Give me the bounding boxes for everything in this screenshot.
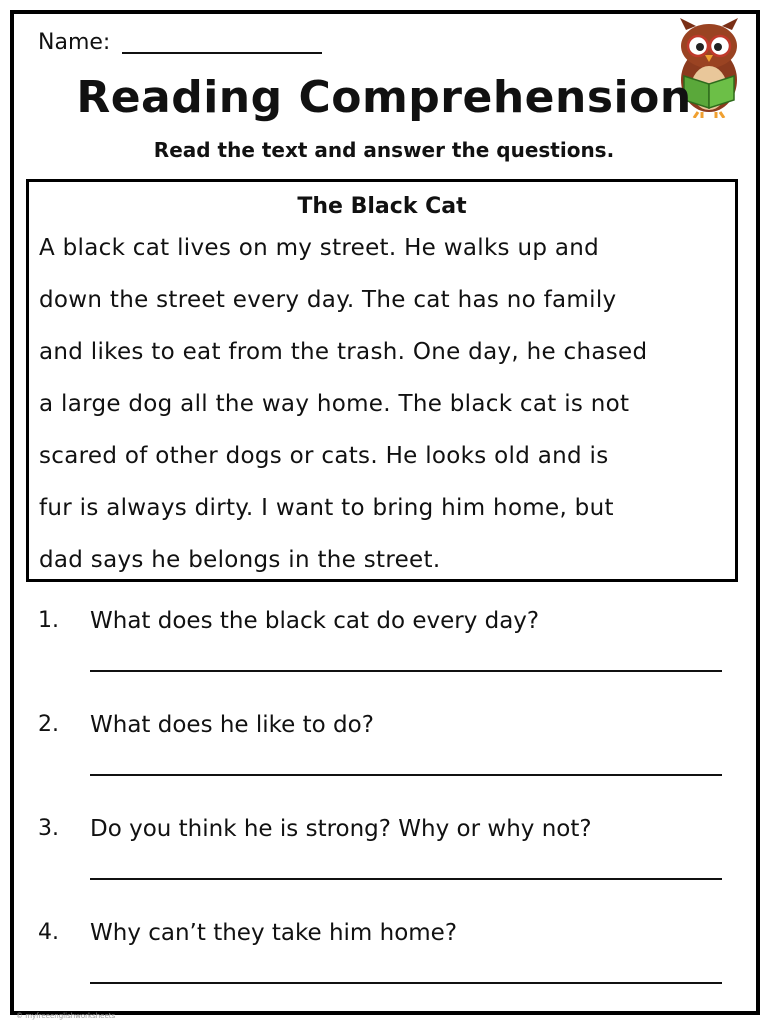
question-text: Do you think he is strong? Why or why not? [90,816,592,842]
passage-text [39,226,729,590]
question-text: What does the black cat do every day? [90,608,540,634]
passage-title: The Black Cat [297,194,467,219]
passage-line: scared of other dogs or cats. He looks old and is [39,443,609,469]
passage-line: down the street every day. The cat has no family [39,287,617,313]
passage-box [26,179,738,582]
name-input-line[interactable] [122,52,322,54]
answer-line[interactable] [90,878,722,880]
passage-line: fur is always dirty. I want to bring him home, but [39,495,614,521]
question-number: 2. [38,712,59,737]
page-title: Reading Comprehension [76,72,692,123]
name-label: Name: [38,30,111,55]
passage-line: A black cat lives on my street. He walks up and [39,235,600,261]
question-text: Why can’t they take him home? [90,920,458,946]
question-number: 4. [38,920,59,945]
footer-credit: © myfreeenglishworksheets [16,1012,116,1020]
passage-line: dad says he belongs in the street. [39,547,441,573]
page-subtitle: Read the text and answer the questions. [153,138,615,162]
answer-line[interactable] [90,774,722,776]
answer-line[interactable] [90,982,722,984]
question-number: 1. [38,608,59,633]
passage-line: and likes to eat from the trash. One day, he chased [39,339,648,365]
question-text: What does he like to do? [90,712,374,738]
passage-line: a large dog all the way home. The black cat is not [39,391,630,417]
question-number: 3. [38,816,59,841]
answer-line[interactable] [90,670,722,672]
